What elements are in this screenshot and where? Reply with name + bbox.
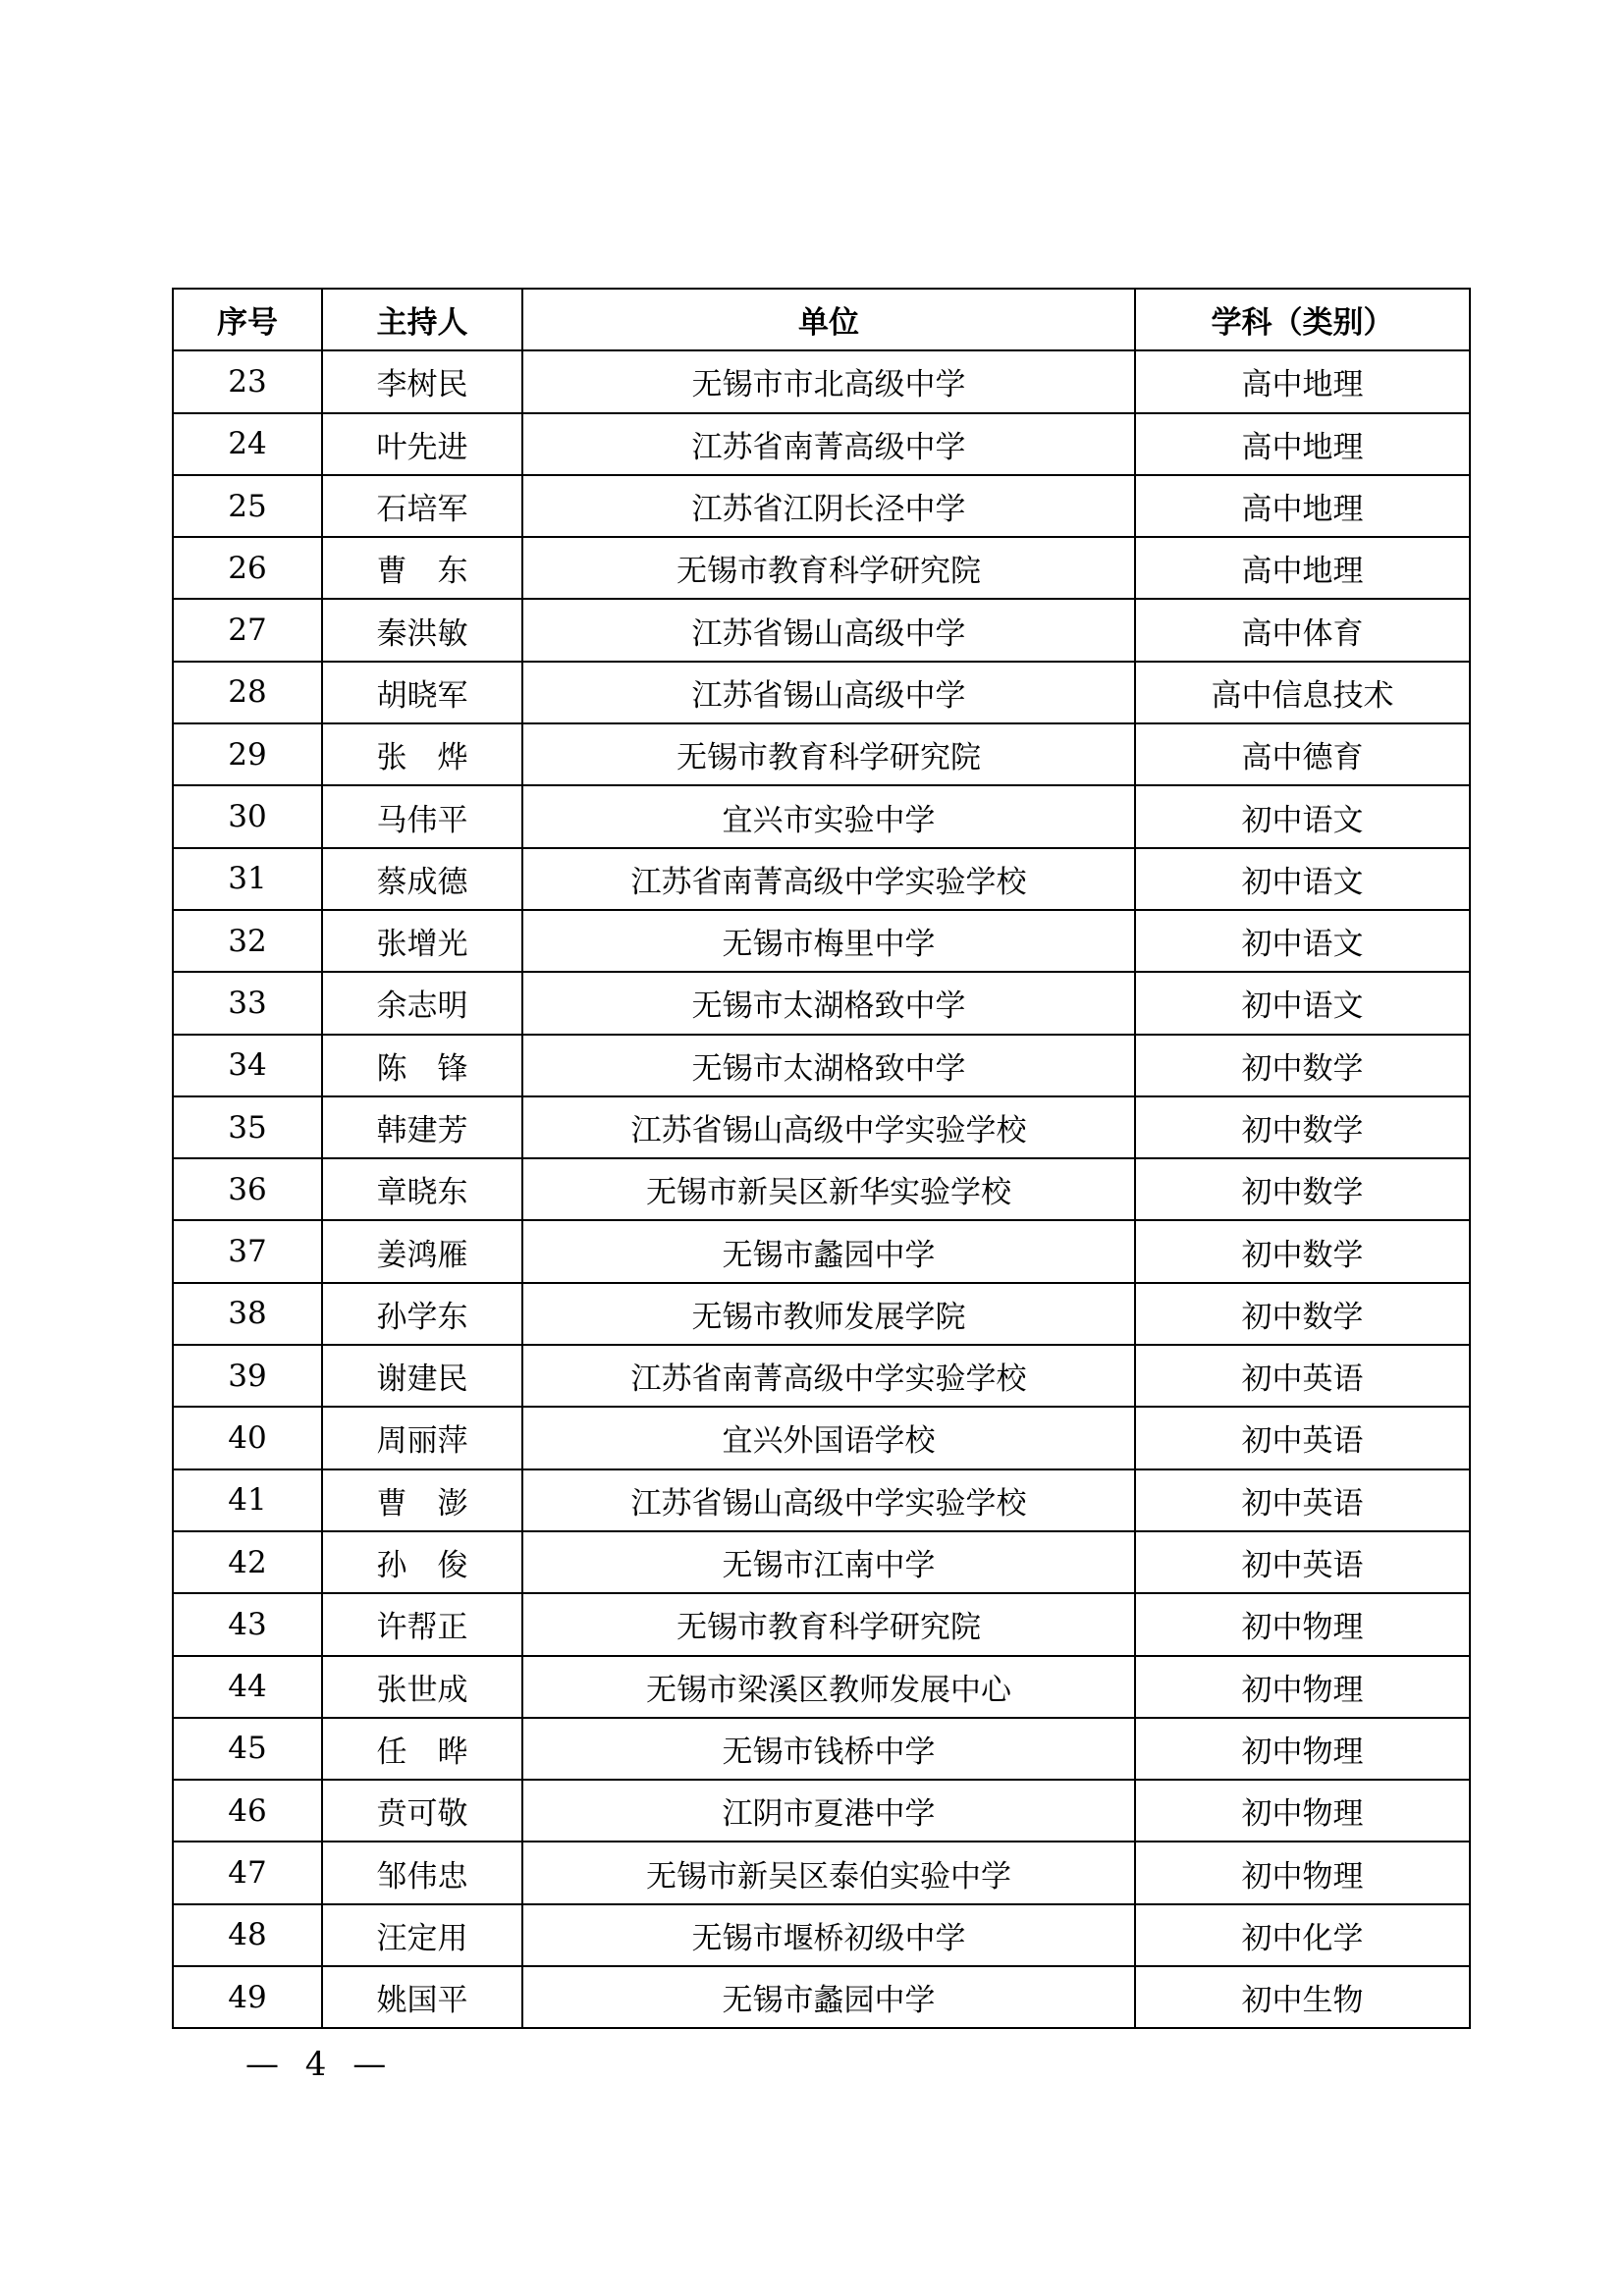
cell-index: 29: [173, 723, 322, 785]
table-row: [173, 599, 1470, 661]
table-row: [173, 537, 1470, 599]
cell-host: 姚国平: [322, 1966, 522, 2028]
table-row: [173, 1283, 1470, 1345]
cell-index: 25: [173, 475, 322, 537]
cell-host: 马伟平: [322, 785, 522, 847]
header-unit: 单位: [522, 289, 1135, 350]
cell-index: 46: [173, 1780, 322, 1842]
cell-subject: 初中物理: [1135, 1718, 1470, 1780]
cell-subject: 初中语文: [1135, 785, 1470, 847]
table-row: [173, 1469, 1470, 1531]
cell-subject: 初中语文: [1135, 910, 1470, 972]
cell-subject: 初中物理: [1135, 1593, 1470, 1655]
cell-unit: 无锡市新吴区泰伯实验中学: [522, 1842, 1135, 1903]
table-row: [173, 785, 1470, 847]
cell-index: 43: [173, 1593, 322, 1655]
cell-host: 汪定用: [322, 1904, 522, 1966]
cell-index: 34: [173, 1035, 322, 1096]
cell-unit: 无锡市教育科学研究院: [522, 723, 1135, 785]
cell-unit: 无锡市堰桥初级中学: [522, 1904, 1135, 1966]
cell-host: 章晓东: [322, 1158, 522, 1220]
table-row: [173, 972, 1470, 1034]
cell-index: 41: [173, 1469, 322, 1531]
cell-subject: 高中地理: [1135, 413, 1470, 475]
cell-unit: 无锡市太湖格致中学: [522, 1035, 1135, 1096]
cell-unit: 无锡市太湖格致中学: [522, 972, 1135, 1034]
cell-unit: 无锡市钱桥中学: [522, 1718, 1135, 1780]
cell-index: 36: [173, 1158, 322, 1220]
cell-subject: 高中体育: [1135, 599, 1470, 661]
cell-unit: 无锡市教育科学研究院: [522, 537, 1135, 599]
cell-unit: 江苏省南菁高级中学实验学校: [522, 848, 1135, 910]
table-row: [173, 1904, 1470, 1966]
table-row: [173, 1531, 1470, 1593]
table-row: [173, 1220, 1470, 1282]
table-row: [173, 475, 1470, 537]
cell-host: 秦洪敏: [322, 599, 522, 661]
cell-subject: 初中生物: [1135, 1966, 1470, 2028]
cell-unit: 江苏省锡山高级中学实验学校: [522, 1096, 1135, 1158]
cell-index: 47: [173, 1842, 322, 1903]
table-row: [173, 848, 1470, 910]
table-row: [173, 413, 1470, 475]
cell-unit: 无锡市蠡园中学: [522, 1966, 1135, 2028]
cell-index: 37: [173, 1220, 322, 1282]
table-row: [173, 1593, 1470, 1655]
cell-index: 26: [173, 537, 322, 599]
cell-subject: 初中数学: [1135, 1158, 1470, 1220]
table-row: [173, 910, 1470, 972]
cell-index: 40: [173, 1407, 322, 1468]
cell-host: 谢建民: [322, 1345, 522, 1407]
cell-host: 邹伟忠: [322, 1842, 522, 1903]
cell-subject: 初中物理: [1135, 1780, 1470, 1842]
cell-unit: 江阴市夏港中学: [522, 1780, 1135, 1842]
cell-index: 30: [173, 785, 322, 847]
cell-subject: 初中英语: [1135, 1469, 1470, 1531]
cell-host: 贲可敬: [322, 1780, 522, 1842]
header-subject: 学科（类别）: [1135, 289, 1470, 350]
table-row: [173, 1842, 1470, 1903]
cell-index: 27: [173, 599, 322, 661]
table-row: [173, 1966, 1470, 2028]
cell-subject: 初中数学: [1135, 1283, 1470, 1345]
cell-subject: 初中化学: [1135, 1904, 1470, 1966]
cell-unit: 江苏省南菁高级中学实验学校: [522, 1345, 1135, 1407]
cell-subject: 初中英语: [1135, 1407, 1470, 1468]
cell-index: 42: [173, 1531, 322, 1593]
header-host: 主持人: [322, 289, 522, 350]
cell-host: 孙学东: [322, 1283, 522, 1345]
cell-unit: 无锡市梁溪区教师发展中心: [522, 1656, 1135, 1718]
table-row: [173, 723, 1470, 785]
cell-unit: 无锡市教师发展学院: [522, 1283, 1135, 1345]
cell-host: 姜鸿雁: [322, 1220, 522, 1282]
cell-index: 48: [173, 1904, 322, 1966]
cell-subject: 初中数学: [1135, 1096, 1470, 1158]
cell-subject: 初中语文: [1135, 848, 1470, 910]
cell-index: 33: [173, 972, 322, 1034]
cell-unit: 江苏省锡山高级中学: [522, 599, 1135, 661]
table-row: [173, 662, 1470, 723]
cell-subject: 高中信息技术: [1135, 662, 1470, 723]
cell-host: 周丽萍: [322, 1407, 522, 1468]
cell-host: 张增光: [322, 910, 522, 972]
cell-host: 曹 澎: [322, 1469, 522, 1531]
cell-index: 38: [173, 1283, 322, 1345]
cell-unit: 宜兴市实验中学: [522, 785, 1135, 847]
cell-unit: 江苏省江阴长泾中学: [522, 475, 1135, 537]
cell-host: 蔡成德: [322, 848, 522, 910]
cell-subject: 高中地理: [1135, 475, 1470, 537]
table-row: [173, 1780, 1470, 1842]
cell-unit: 江苏省锡山高级中学实验学校: [522, 1469, 1135, 1531]
cell-subject: 初中数学: [1135, 1220, 1470, 1282]
header-index: 序号: [173, 289, 322, 350]
table-row: [173, 1407, 1470, 1468]
cell-host: 孙 俊: [322, 1531, 522, 1593]
cell-host: 余志明: [322, 972, 522, 1034]
cell-host: 韩建芳: [322, 1096, 522, 1158]
cell-subject: 初中物理: [1135, 1656, 1470, 1718]
host-list-table: [172, 288, 1471, 2029]
table-row: [173, 350, 1470, 412]
cell-index: 24: [173, 413, 322, 475]
cell-subject: 初中英语: [1135, 1345, 1470, 1407]
cell-index: 23: [173, 350, 322, 412]
page-number: — 4 —: [245, 2045, 395, 2084]
cell-unit: 无锡市市北高级中学: [522, 350, 1135, 412]
cell-subject: 高中德育: [1135, 723, 1470, 785]
cell-subject: 初中语文: [1135, 972, 1470, 1034]
cell-subject: 高中地理: [1135, 537, 1470, 599]
cell-host: 陈 锋: [322, 1035, 522, 1096]
cell-index: 32: [173, 910, 322, 972]
cell-host: 李树民: [322, 350, 522, 412]
table-row: [173, 1718, 1470, 1780]
cell-index: 45: [173, 1718, 322, 1780]
table-row: [173, 1656, 1470, 1718]
cell-index: 35: [173, 1096, 322, 1158]
table-header-row: [173, 289, 1470, 350]
table-row: [173, 1158, 1470, 1220]
table-row: [173, 1096, 1470, 1158]
cell-index: 31: [173, 848, 322, 910]
cell-unit: 宜兴外国语学校: [522, 1407, 1135, 1468]
table-row: [173, 1035, 1470, 1096]
cell-unit: 无锡市教育科学研究院: [522, 1593, 1135, 1655]
cell-host: 许帮正: [322, 1593, 522, 1655]
cell-host: 张世成: [322, 1656, 522, 1718]
cell-unit: 江苏省南菁高级中学: [522, 413, 1135, 475]
cell-unit: 无锡市蠡园中学: [522, 1220, 1135, 1282]
cell-subject: 初中英语: [1135, 1531, 1470, 1593]
cell-index: 49: [173, 1966, 322, 2028]
cell-unit: 江苏省锡山高级中学: [522, 662, 1135, 723]
cell-host: 胡晓军: [322, 662, 522, 723]
table-row: [173, 1345, 1470, 1407]
cell-host: 任 晔: [322, 1718, 522, 1780]
cell-host: 叶先进: [322, 413, 522, 475]
cell-unit: 无锡市梅里中学: [522, 910, 1135, 972]
cell-host: 石培军: [322, 475, 522, 537]
cell-subject: 高中地理: [1135, 350, 1470, 412]
cell-host: 曹 东: [322, 537, 522, 599]
cell-index: 39: [173, 1345, 322, 1407]
cell-index: 44: [173, 1656, 322, 1718]
cell-subject: 初中物理: [1135, 1842, 1470, 1903]
cell-subject: 初中数学: [1135, 1035, 1470, 1096]
cell-unit: 无锡市新吴区新华实验学校: [522, 1158, 1135, 1220]
cell-unit: 无锡市江南中学: [522, 1531, 1135, 1593]
cell-host: 张 烨: [322, 723, 522, 785]
cell-index: 28: [173, 662, 322, 723]
